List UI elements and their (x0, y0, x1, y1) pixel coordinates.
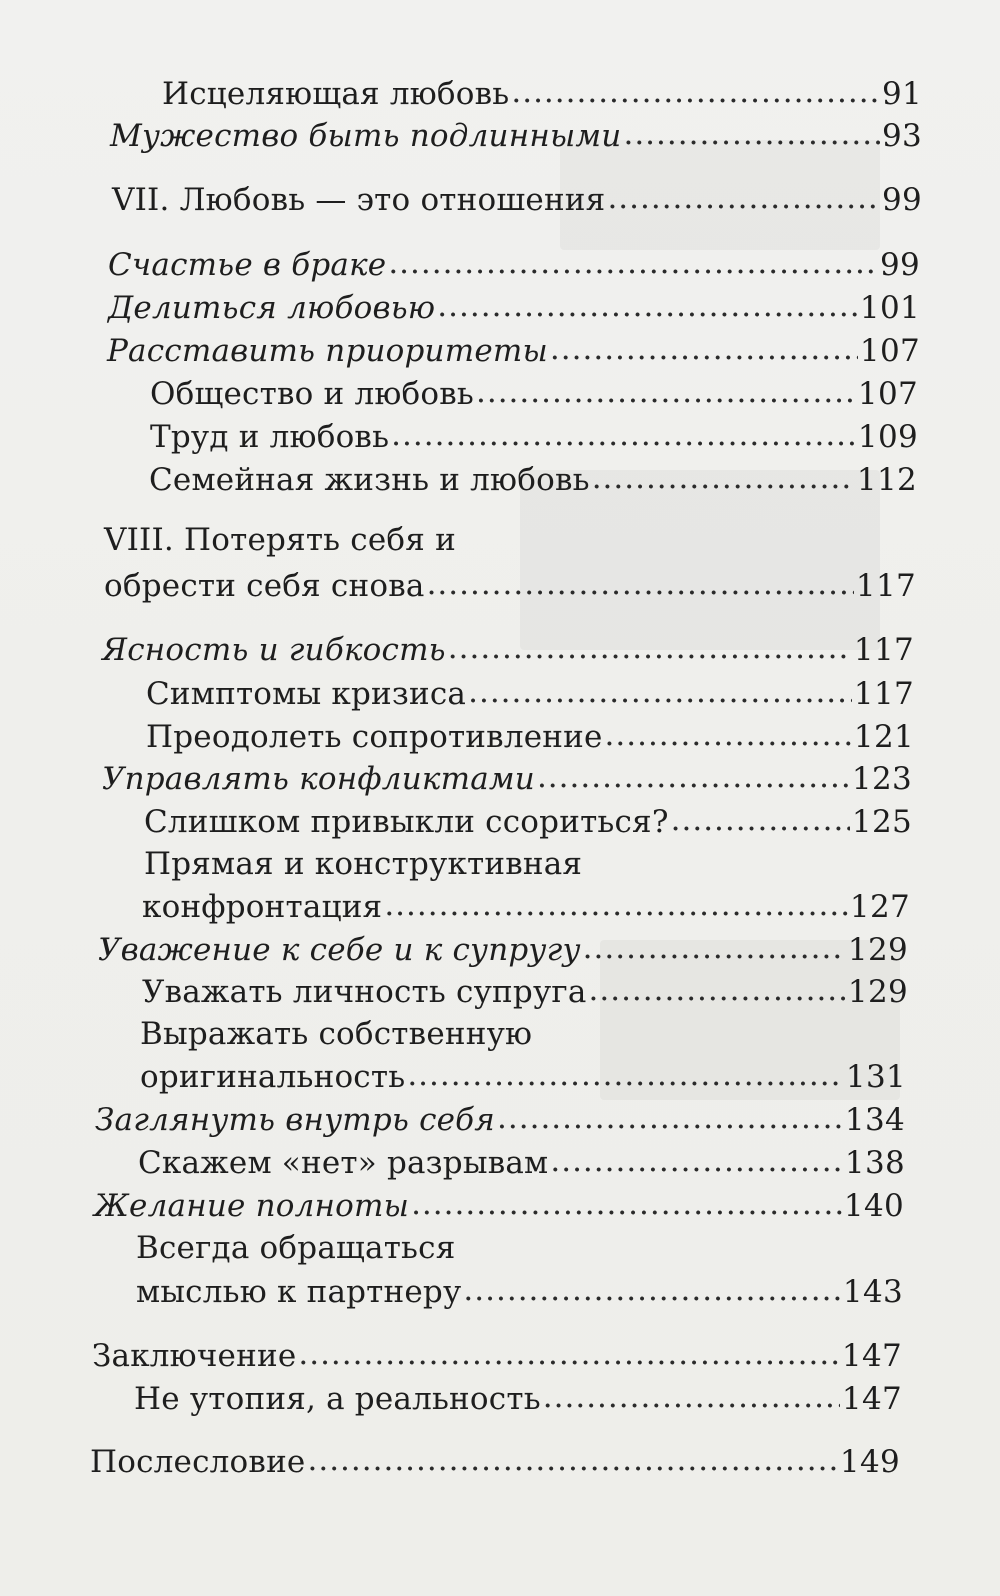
toc-entry-title: Делиться любовью (108, 290, 436, 326)
dot-leader (537, 755, 850, 799)
toc-entry-page: 125 (851, 804, 912, 840)
toc-entry-page: 147 (841, 1338, 902, 1374)
toc-entry-title: обрести себя снова (104, 568, 425, 604)
toc-chapter-entry (104, 564, 916, 608)
toc-entry-page: 101 (859, 290, 920, 326)
toc-entry-title: Желание полноты (94, 1188, 410, 1224)
toc-entry-title: конфронтация (142, 889, 383, 925)
toc-entry-title: Счастье в браке (108, 247, 387, 283)
dot-leader (583, 926, 846, 970)
toc-entry-page: 112 (856, 462, 917, 498)
toc-subentry (146, 715, 914, 759)
toc-entry-page: 117 (853, 676, 914, 712)
dot-leader (307, 1438, 837, 1482)
toc-subentry (134, 1377, 902, 1421)
toc-entry-title: Заключение (92, 1338, 297, 1374)
dot-leader (550, 1139, 843, 1183)
toc-entry-title-line1: Выражать собственную (140, 1016, 533, 1052)
toc-entry-title: Послесловие (90, 1444, 306, 1480)
toc-entry-title: Управлять конфликтами (102, 761, 535, 797)
toc-entry (107, 329, 920, 373)
toc-entry-page: 93 (881, 118, 922, 154)
toc-entry-page: 107 (859, 333, 920, 369)
dot-leader (476, 370, 856, 414)
toc-entry (108, 286, 920, 330)
toc-entry-page: 91 (881, 76, 922, 112)
toc-entry-title: Общество и любовь (150, 376, 474, 412)
toc-subentry (140, 1055, 906, 1099)
dot-leader (384, 883, 848, 927)
toc-entry-page: 143 (842, 1274, 903, 1310)
toc-entry-title: Уважение к себе и к супругу (98, 932, 581, 968)
dot-leader (427, 562, 854, 606)
dot-leader (468, 670, 852, 714)
dot-leader (607, 176, 880, 220)
toc-entry (110, 114, 922, 158)
toc-entry-page: 147 (841, 1381, 902, 1417)
dot-leader (592, 456, 855, 500)
toc-entry-title: Симптомы кризиса (146, 676, 467, 712)
dot-leader (463, 1268, 841, 1312)
toc-entry-page: 140 (843, 1188, 904, 1224)
toc-subentry (142, 970, 908, 1014)
dot-leader (407, 1053, 844, 1097)
toc-entry-page: 99 (879, 247, 920, 283)
dot-leader (671, 798, 850, 842)
toc-entry (108, 243, 920, 287)
toc-entry (95, 1098, 905, 1142)
toc-entry (162, 72, 922, 116)
dot-leader (411, 1182, 842, 1226)
toc-subentry (136, 1270, 903, 1314)
toc-entry-title: мыслью к партнеру (136, 1274, 462, 1310)
dot-leader (623, 112, 879, 156)
toc-entry (94, 1184, 904, 1228)
toc-subentry (146, 672, 914, 716)
dot-leader (497, 1096, 843, 1140)
toc-section-entry (90, 1440, 900, 1484)
toc-subentry (149, 458, 917, 502)
toc-subentry (142, 885, 910, 929)
toc-entry-title-line1: Прямая и конструктивная (144, 846, 583, 882)
toc-entry-title: Уважать личность супруга (142, 974, 587, 1010)
toc-entry-title: Ясность и гибкость (102, 632, 446, 668)
toc-entry-title: Не утопия, а реальность (134, 1381, 541, 1417)
toc-entry-page: 121 (853, 719, 914, 755)
toc-subentry (144, 800, 912, 844)
dot-leader (589, 968, 846, 1012)
dot-leader (388, 241, 878, 285)
toc-entry-title: Скажем «нет» разрывам (138, 1145, 549, 1181)
toc-entry-page: 123 (851, 761, 912, 797)
toc-subentry (138, 1141, 905, 1185)
toc-section-entry (92, 1334, 902, 1378)
toc-entry-page: 149 (839, 1444, 900, 1480)
toc-subentry (150, 415, 918, 459)
toc-entry (102, 628, 914, 672)
toc-entry-page: 131 (845, 1059, 906, 1095)
dot-leader (543, 1375, 840, 1419)
toc-entry-page: 134 (844, 1102, 905, 1138)
toc-entry-title: Преодолеть сопротивление (146, 719, 603, 755)
toc-entry-title-line1: Всегда обращаться (136, 1230, 456, 1266)
toc-entry-title: Заглянуть внутрь себя (95, 1102, 496, 1138)
toc-entry (98, 928, 908, 972)
toc-entry-title: Труд и любовь (150, 419, 390, 455)
toc-entry-page: 138 (844, 1145, 905, 1181)
toc-entry-page: 129 (847, 932, 908, 968)
toc-entry (102, 757, 912, 801)
toc-entry-title: Расставить приоритеты (107, 333, 548, 369)
toc-entry-page: 129 (847, 974, 908, 1010)
toc-entry-title: Семейная жизнь и любовь (149, 462, 590, 498)
toc-entry-page: 109 (857, 419, 918, 455)
toc-chapter-entry (112, 178, 922, 222)
toc-subentry (150, 372, 918, 416)
toc-entry-title: оригинальность (140, 1059, 406, 1095)
toc-entry-page: 117 (855, 568, 916, 604)
dot-leader (391, 413, 856, 457)
toc-entry-title: Слишком привыкли ссориться? (144, 804, 669, 840)
dot-leader (511, 70, 880, 114)
toc-entry-page: 99 (881, 182, 922, 218)
toc-chapter-title-line1: VIII. Потерять себя и (104, 522, 456, 558)
toc-entry-page: 127 (849, 889, 910, 925)
dot-leader (298, 1332, 840, 1376)
dot-leader (448, 626, 852, 670)
toc-entry-page: 117 (853, 632, 914, 668)
dot-leader (605, 713, 852, 757)
dot-leader (437, 284, 858, 328)
toc-entry-page: 107 (857, 376, 918, 412)
toc-entry-title: Мужество быть подлинными (110, 118, 622, 154)
toc-entry-title: VII. Любовь — это отношения (112, 182, 606, 218)
dot-leader (550, 327, 858, 371)
toc-entry-title: Исцеляющая любовь (162, 76, 510, 112)
